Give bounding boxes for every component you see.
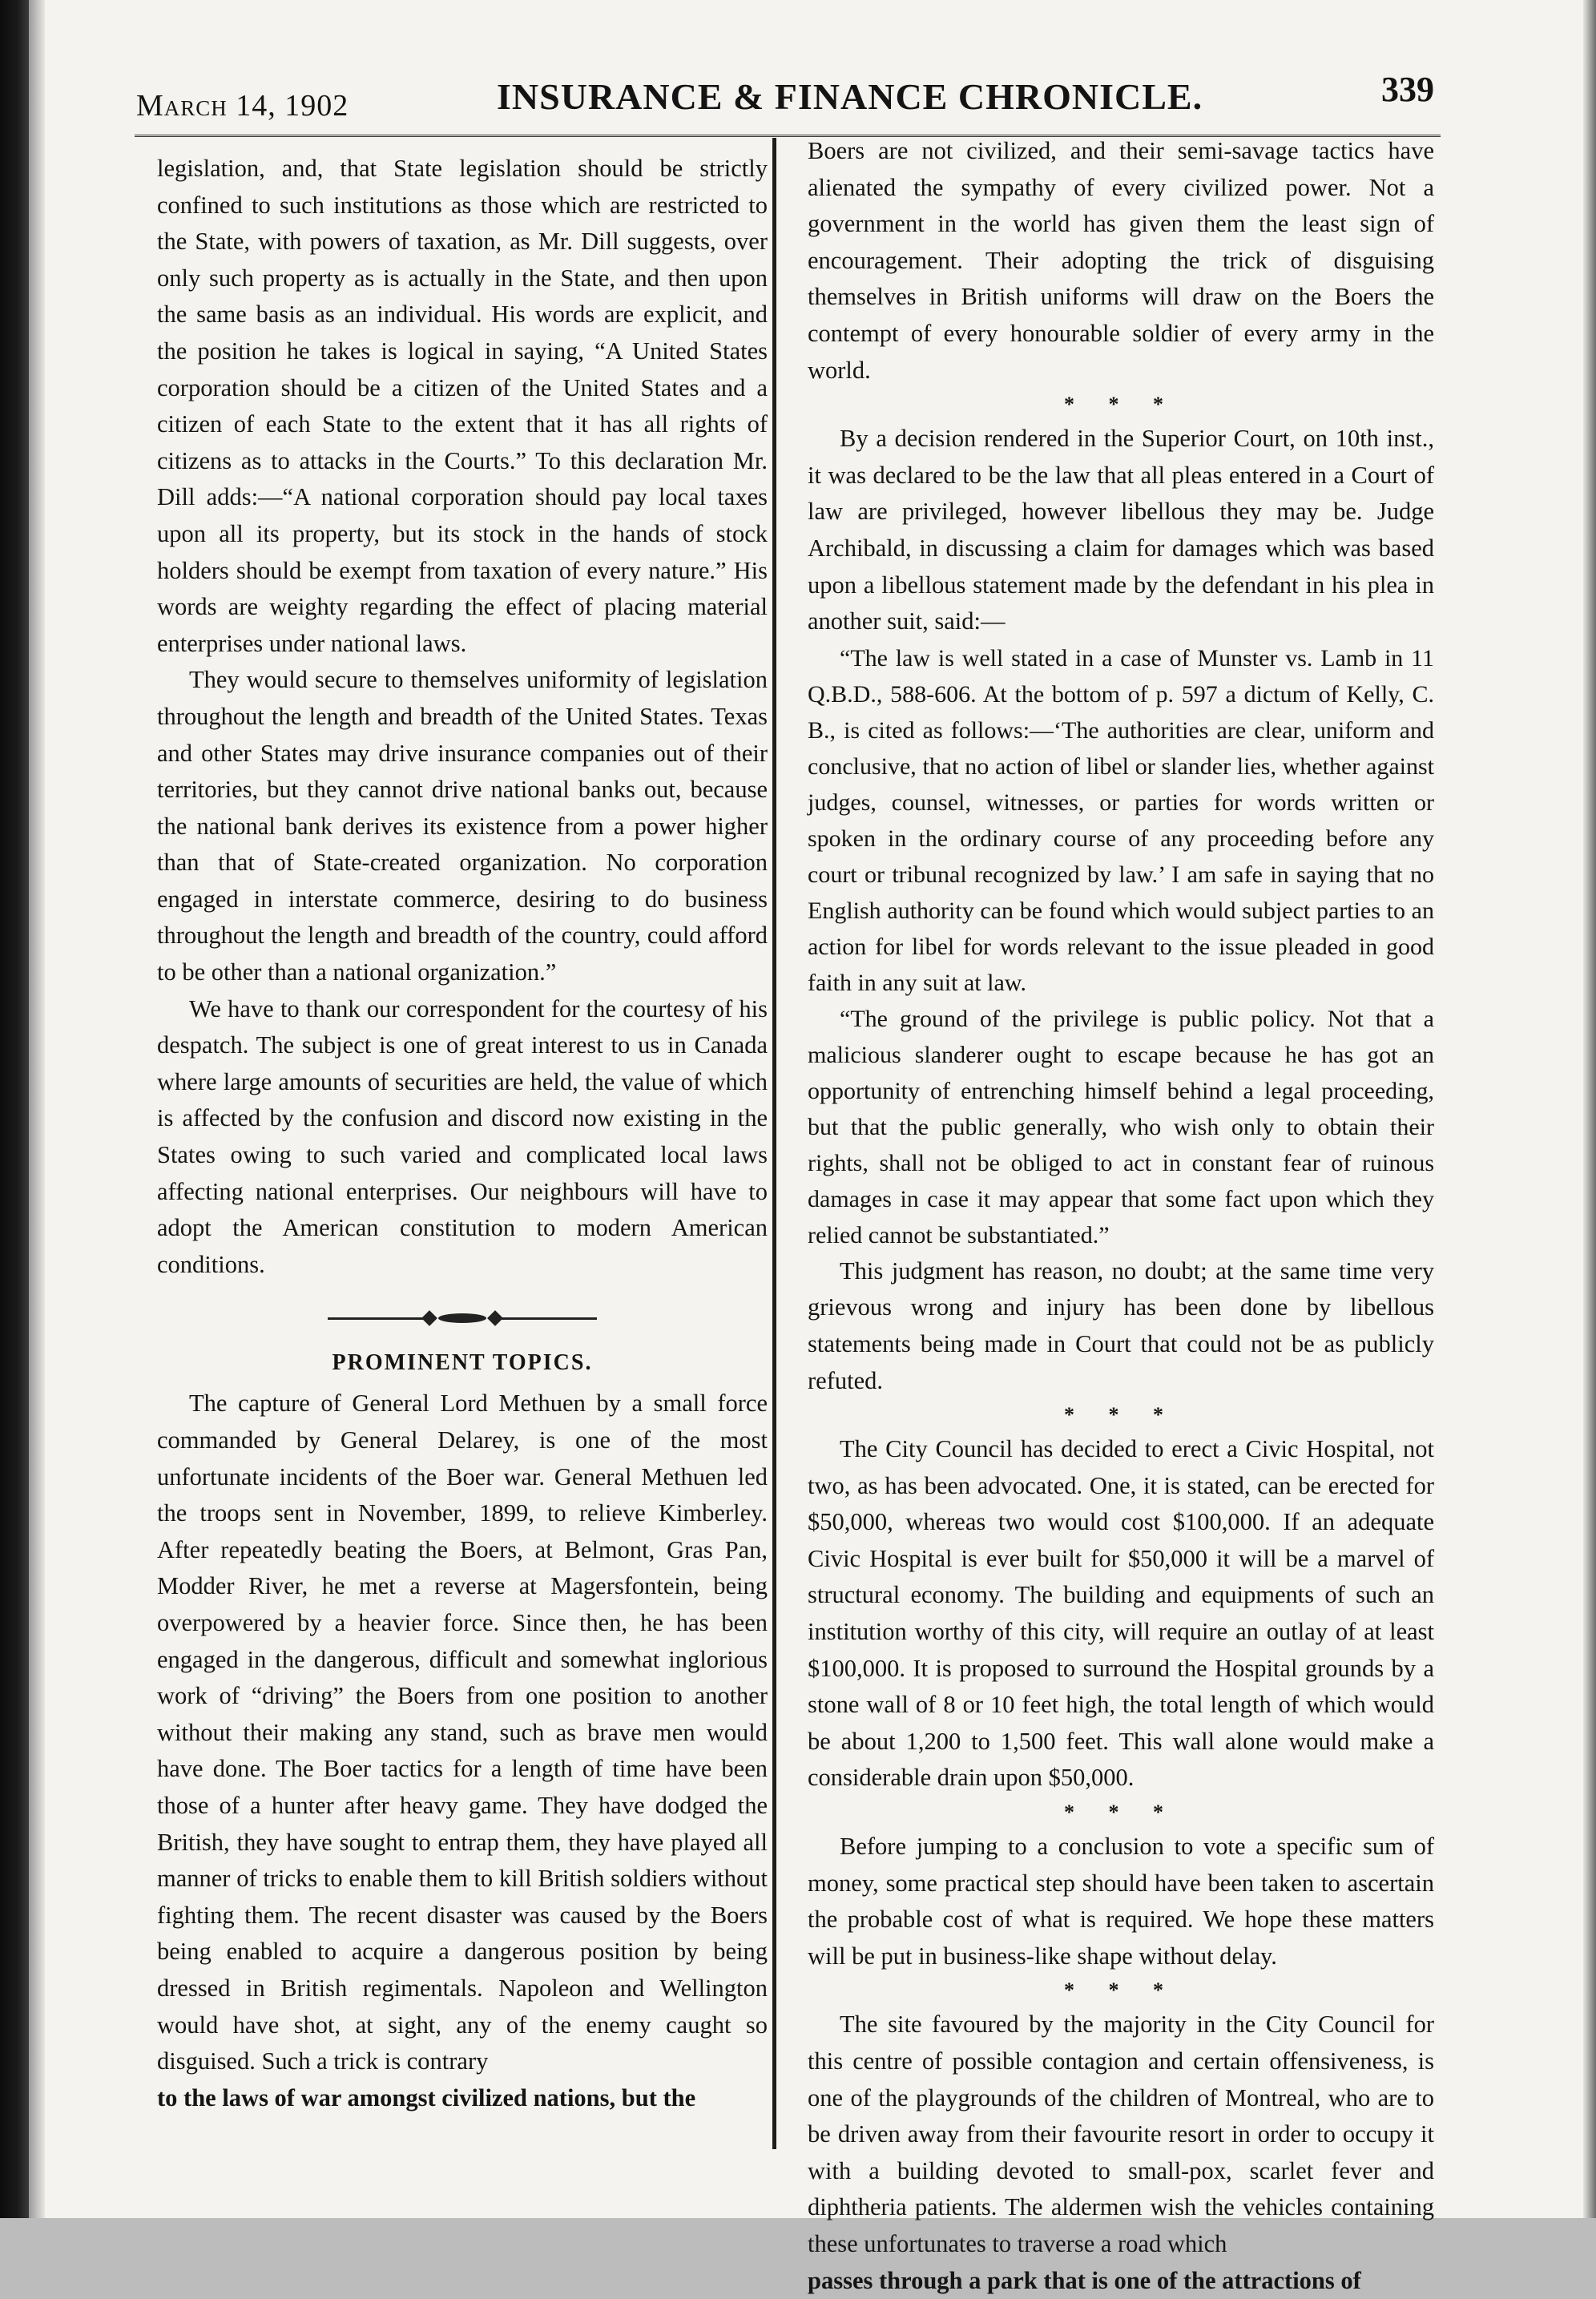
binding-shadow: [0, 0, 29, 2218]
page-edge: [1583, 0, 1596, 2218]
quote-paragraph-2: “The ground of the privilege is public policy. Not that a malicious slanderer ought to escape because he has got an opportunity of entrenching himself behind a legal proceeding, but that the public generally, who wish only to obtain their rights, shall not be obliged to act in constant fear of ruinous damages in case it may appear that some fact upon which they relied cannot be substantiated.”: [808, 1005, 1434, 1248]
running-header: [120, 70, 1434, 138]
section-break-stars: * * *: [1064, 393, 1178, 417]
right-paragraph-4: The City Council has decided to erect a Civic Hospital, not two, as has been advocated. One, it is stated, can be erected for $50,000, whereas two would cost $100,000. If an adequate Civic Hospital is ever built for $50,000 it will be a marvel of structural economy. The building and equipments of such an institution worthy of this city, will require an outlay of at least $100,000. It is proposed to surround the Hospital grounds by a stone wall of 8 or 10 feet high, the total length of which would be about 1,200 to 1,500 feet. This wall alone would make a considerable drain upon $50,000.: [808, 1435, 1434, 1792]
ornament-line-right: [501, 1317, 597, 1320]
left-last-line: to the laws of war amongst civilized nations, but the: [157, 2083, 696, 2111]
quote-paragraph-1: “The law is well stated in a case of Munster vs. Lamb in 11 Q.B.D., 588-606. At the bottom of p. 597 a dictum of Kelly, C. B., is cited as follows:—‘The authorities are clear, uniform and conclusive, that no action of libel or slander lies, whether against judges, counsel, witnesses, or parties for words written or spoken in the ordinary course of any proceeding before any court or tribunal recognized by law.’ I am safe in saying that no English authority can be found which would subject parties to an action for libel for words relevant to the issue pleaded in good faith in any suit at law.: [808, 644, 1434, 996]
left-paragraph-3: We have to thank our correspondent for the courtesy of his despatch. The subject is one of great interest to us in Canada where large amounts of securities are held, the value of which is affected by the confusion and discord now existing in the States owing to such varied and complicated local laws affecting national enterprises. Our neighbours will have to adopt the American constitution to modern American conditions.: [157, 994, 768, 1278]
section-heading: PROMINENT TOPICS.: [332, 1350, 593, 1376]
ornament-center: [438, 1313, 486, 1323]
ornament-line-left: [328, 1317, 424, 1320]
right-paragraph-1: Boers are not civilized, and their semi-savage tactics have alienated the sympathy of every civilized power. Not a government in the world has given them the least sign of encouragement. Their adopting the trick of disguising themselves in British uniforms will draw on the Boers the contempt of every honourable soldier of every army in the world.: [808, 137, 1434, 384]
left-paragraph-2: They would secure to themselves uniformity of legislation throughout the length and breadth of the United States. Texas and other States may drive insurance companies out of their territories, but they cannot drive national banks out, because the national bank derives its existence from a power higher than that of State-created organization. No corporation engaged in interstate commerce, desiring to do business throughout the length and breadth of the country, could afford to be other than a national organization.”: [157, 666, 768, 986]
section-break-stars: * * *: [1064, 1801, 1178, 1825]
right-paragraph-5: Before jumping to a conclusion to vote a specific sum of money, some practical step should have been taken to ascertain the probable cost of what is required. We hope these matters will be put in business-like shape without delay.: [808, 1833, 1434, 1970]
binding-gradient: [29, 0, 45, 2218]
page-number: 339: [1381, 70, 1434, 109]
left-paragraph-4: The capture of General Lord Methuen by a small force commanded by General Delarey, is one of the most unfortunate incidents of the Boer war. General Methuen led the troops sent in November, 1899, to relieve Kimberley. After repeatedly beating the Boers, at Belmont, Gras Pan, Modder River, he met a reverse at Magersfontein, being overpowered by a heavier force. Since then, he has been engaged in the dangerous, difficult and somewhat inglorious work of “driving” the Boers from one position to another without their making any stand, such as brave men would have done. The Boer tactics for a length of time have been those of a hunter after heavy game. They have dodged the British, they have sought to entrap them, they have played all manner of tricks to enable them to kill British soldiers without fighting them. The recent disaster was caused by the Boers being enabled to acquire a dangerous position by being dressed in British regimentals. Napoleon and Wellington would have shot, at sight, any of the enemy caught so disguised. Such a trick is contrary: [157, 1389, 768, 2075]
section-ornament: [157, 1294, 768, 1342]
ornament-diamond-left: [421, 1311, 437, 1327]
ornament-diamond-right: [487, 1311, 503, 1327]
right-column: [808, 133, 1434, 2299]
header-date: March 14, 1902: [136, 89, 349, 123]
left-paragraph-1: legislation, and, that State legislation should be strictly confined to such institutions as those which are restricted to the State, with powers of taxation, as Mr. Dill suggests, over only such property as is actually in the State, and then upon the same basis as an individual. His words are explicit, and the position he takes is logical in saying, “A United States corporation should be a citizen of the United States and a citizen of each State to the extent that it has all rights of citizens as to attacks in the Courts.” To this declaration Mr. Dill adds:—“A national corporation should pay local taxes upon all its property, but its stock in the hands of stock holders should be exempt from taxation of every nature.” His words are weighty regarding the effect of placing material enterprises under national laws.: [157, 155, 768, 657]
column-divider: [772, 138, 776, 2149]
section-break-stars: * * *: [1064, 1978, 1178, 2003]
section-break-stars: * * *: [1064, 1403, 1178, 1427]
right-last-line: passes through a park that is one of the attractions of: [808, 2266, 1361, 2294]
header-title: INSURANCE & FINANCE CHRONICLE.: [497, 76, 1203, 117]
right-paragraph-6: The site favoured by the majority in the City Council for this centre of possible contagion and certain offensiveness, is one of the playgrounds of the children of Montreal, who are to be driven away from their favourite resort in order to occupy it with a building devoted to small-pox, scarlet fever and diphtheria patients. The aldermen wish the vehicles containing these unfortunates to traverse a road which: [808, 2011, 1434, 2257]
left-column: [157, 151, 768, 2116]
right-paragraph-3: This judgment has reason, no doubt; at the same time very grievous wrong and injury has been done by libellous statements being made in Court that could not be as publicly refuted.: [808, 1256, 1434, 1394]
right-paragraph-2: By a decision rendered in the Superior Court, on 10th inst., it was declared to be the law that all pleas entered in a Court of law are privileged, however libellous they may be. Judge Archibald, in discussing a claim for damages which was based upon a libellous statement made by the defendant in his plea in another suit, said:—: [808, 425, 1434, 635]
